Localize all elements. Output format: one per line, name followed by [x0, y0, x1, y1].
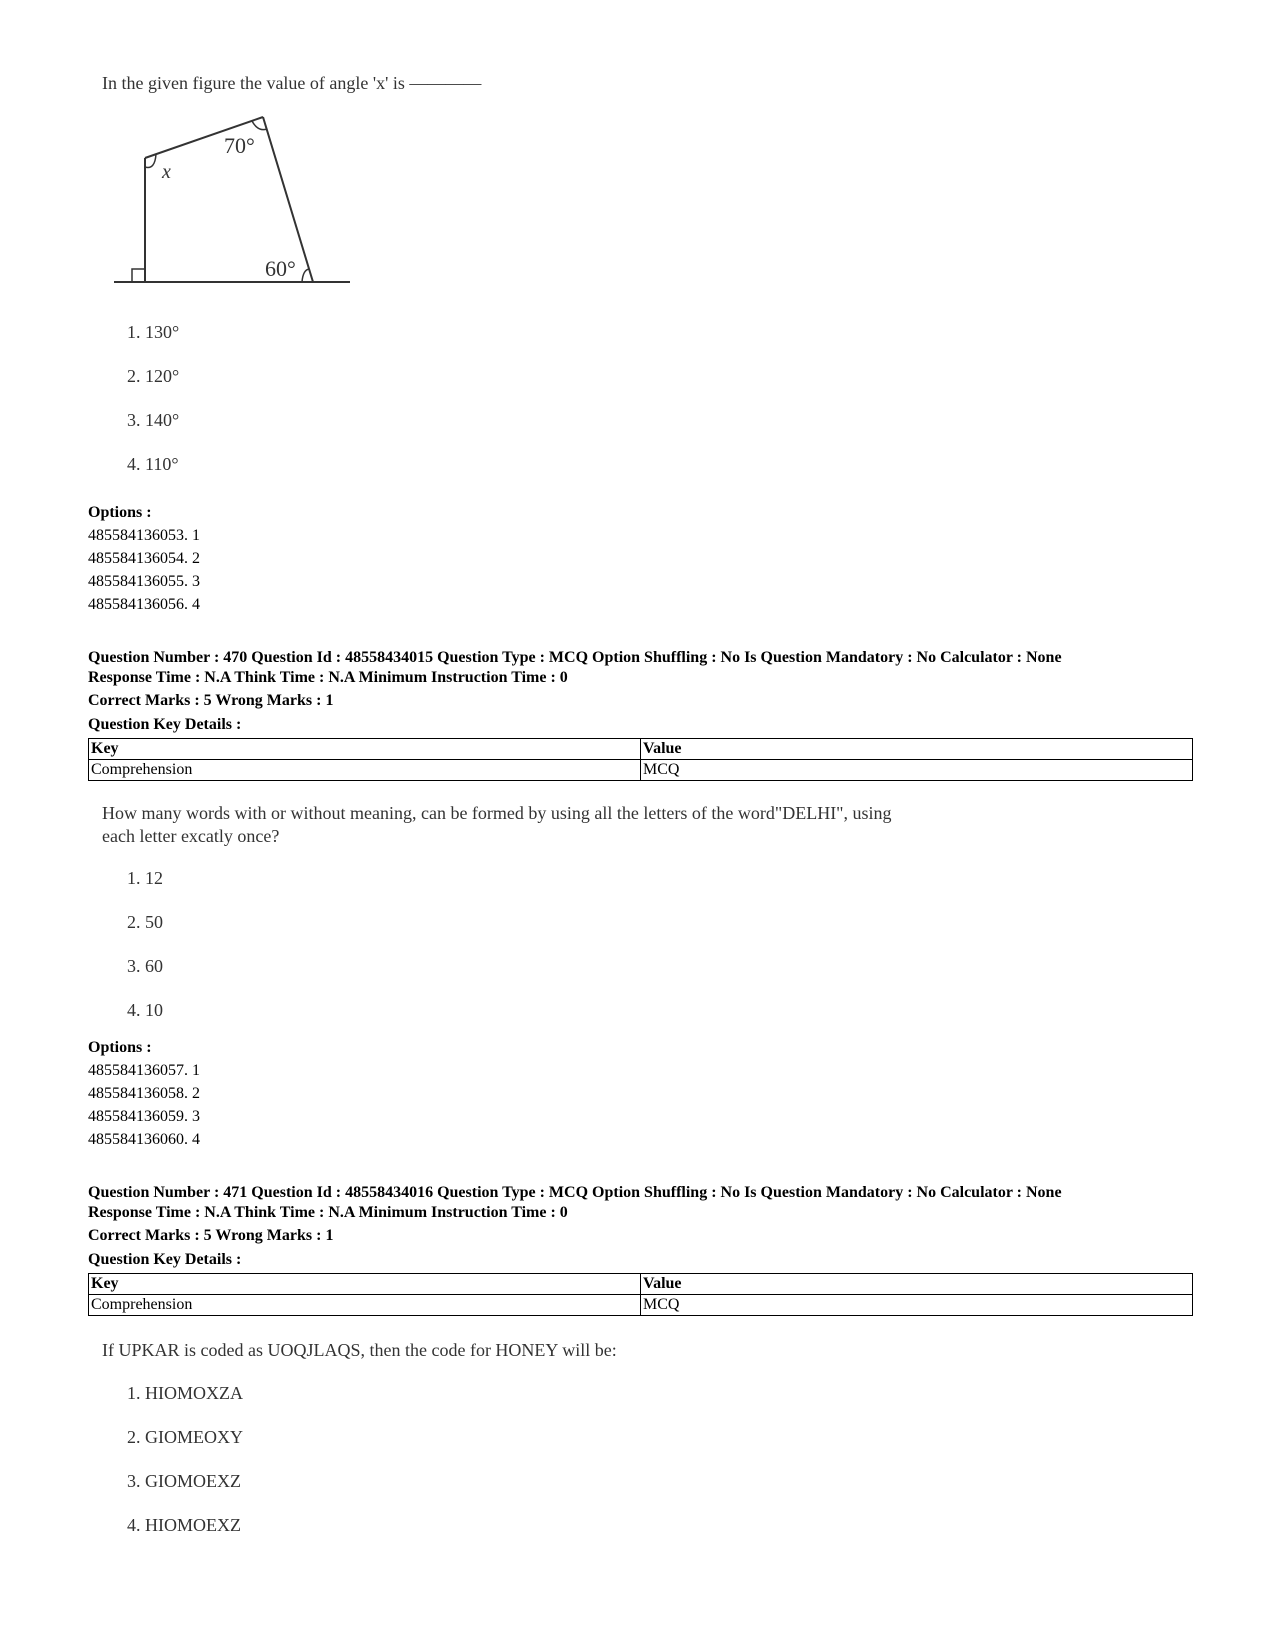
- angle-label-60: 60°: [265, 256, 296, 281]
- choice-1: 1. 12: [127, 868, 163, 888]
- choice-3: 3. GIOMOEXZ: [127, 1471, 241, 1491]
- question-timing-line: Response Time : N.A Think Time : N.A Minimum Instruction Time : 0: [88, 1204, 568, 1221]
- choice-3: 3. 140°: [127, 410, 180, 430]
- choice-4: 4. 10: [127, 1000, 163, 1020]
- option-id-2: 485584136054. 2: [88, 550, 200, 567]
- choice-2: 2. GIOMEOXY: [127, 1427, 243, 1447]
- option-id-3: 485584136055. 3: [88, 573, 200, 590]
- options-label: Options :: [88, 1039, 152, 1056]
- question-meta-line: Question Number : 470 Question Id : 48558434015 Question Type : MCQ Option Shuffling : No Is Question Mandatory : No Calculator : None: [88, 649, 1062, 666]
- table-cell-value: MCQ: [641, 760, 1193, 781]
- choice-3: 3. 60: [127, 956, 163, 976]
- option-id-4: 485584136060. 4: [88, 1131, 200, 1148]
- option-id-2: 485584136058. 2: [88, 1085, 200, 1102]
- option-id-4: 485584136056. 4: [88, 596, 200, 613]
- option-id-1: 485584136057. 1: [88, 1062, 200, 1079]
- table-cell-key: Comprehension: [89, 760, 641, 781]
- options-label: Options :: [88, 504, 152, 521]
- question-key-details-label: Question Key Details :: [88, 1251, 242, 1268]
- table-cell-value: MCQ: [641, 1295, 1193, 1316]
- table-header-key: Key: [89, 1274, 641, 1295]
- key-details-table: [88, 738, 1193, 781]
- choice-2: 2. 50: [127, 912, 163, 932]
- choice-4: 4. 110°: [127, 454, 179, 474]
- option-id-1: 485584136053. 1: [88, 527, 200, 544]
- question-key-details-label: Question Key Details :: [88, 716, 242, 733]
- quadrilateral-figure: [110, 110, 370, 300]
- question-marks: Correct Marks : 5 Wrong Marks : 1: [88, 692, 334, 709]
- table-header-value: Value: [641, 1274, 1193, 1295]
- right-angle-marker: [132, 269, 145, 282]
- question-marks: Correct Marks : 5 Wrong Marks : 1: [88, 1227, 334, 1244]
- question-stem-line-1: How many words with or without meaning, can be formed by using all the letters of the word"DELHI", using: [102, 803, 892, 823]
- angle-label-70: 70°: [224, 133, 255, 158]
- option-id-3: 485584136059. 3: [88, 1108, 200, 1125]
- choice-2: 2. 120°: [127, 366, 180, 386]
- question-stem: In the given figure the value of angle 'x' is ————: [102, 73, 482, 93]
- choice-1: 1. 130°: [127, 322, 180, 342]
- question-timing-line: Response Time : N.A Think Time : N.A Minimum Instruction Time : 0: [88, 669, 568, 686]
- question-meta-line: Question Number : 471 Question Id : 48558434016 Question Type : MCQ Option Shuffling : No Is Question Mandatory : No Calculator : None: [88, 1184, 1062, 1201]
- question-stem: If UPKAR is coded as UOQJLAQS, then the code for HONEY will be:: [102, 1340, 617, 1360]
- choice-1: 1. HIOMOXZA: [127, 1383, 243, 1403]
- question-stem-line-2: each letter excatly once?: [102, 826, 280, 846]
- angle-label-x: x: [162, 161, 171, 183]
- table-header-value: Value: [641, 739, 1193, 760]
- table-header-key: Key: [89, 739, 641, 760]
- key-details-table: [88, 1273, 1193, 1316]
- angle-arc-60: [302, 269, 309, 282]
- choice-4: 4. HIOMOEXZ: [127, 1515, 241, 1535]
- table-cell-key: Comprehension: [89, 1295, 641, 1316]
